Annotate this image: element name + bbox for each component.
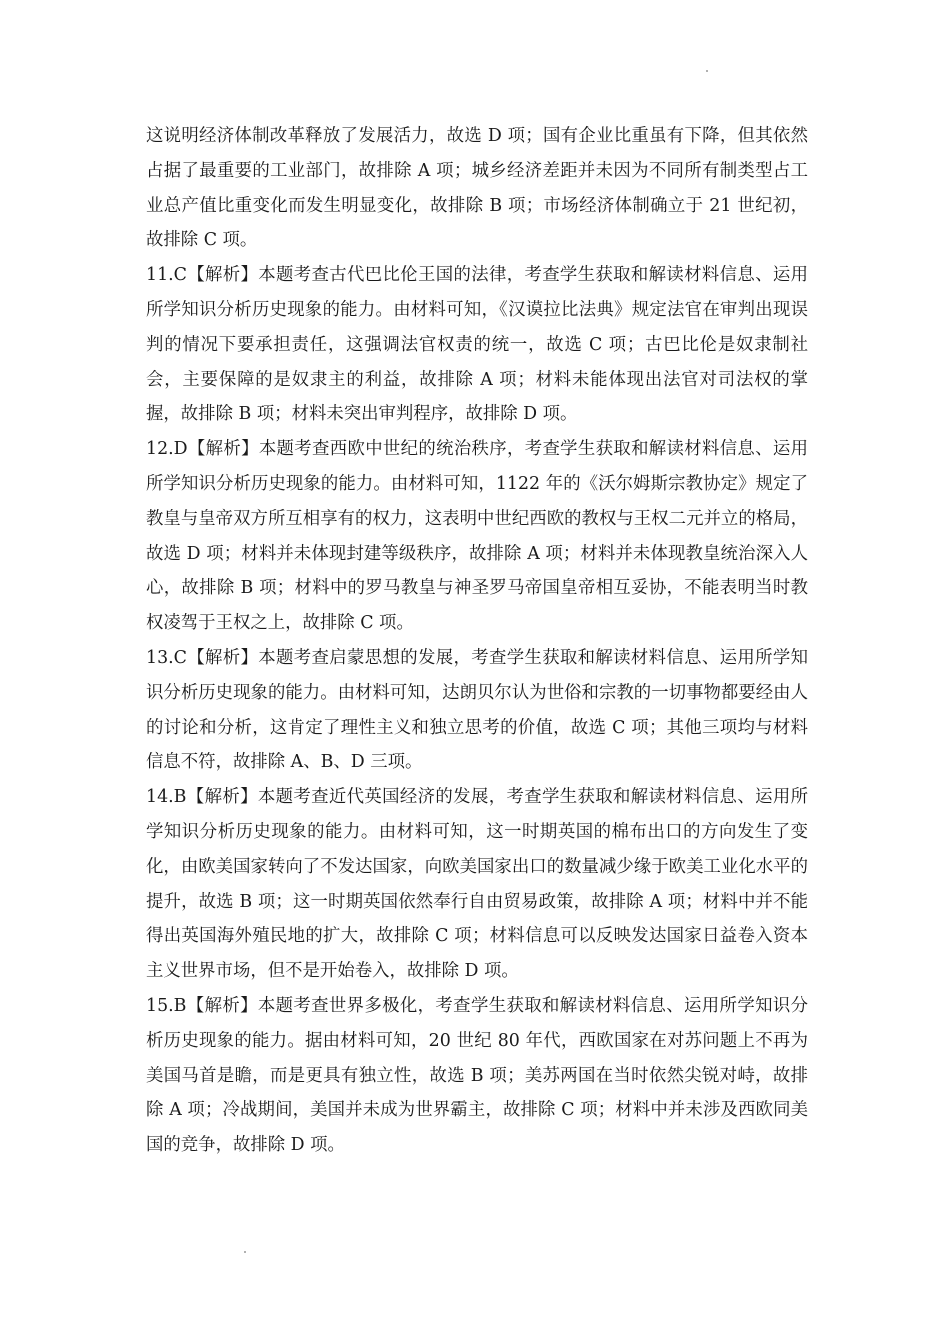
page-mark-top (706, 70, 708, 72)
answer-explanations (146, 119, 808, 1163)
explanation-13: 13.C【解析】本题考查启蒙思想的发展，考查学生获取和解读材料信息、运用所学知识分析历史现象的能力。由材料可知，达朗贝尔认为世俗和宗教的一切事物都要经由人的讨论和分析，这肯定了理性主义和独立思考的价值，故选 C 项；其他三项均与材料信息不符，故排除 A、B、D 三项。 (146, 647, 808, 773)
paragraph-continuation: 这说明经济体制改革释放了发展活力，故选 D 项；国有企业比重虽有下降，但其依然占据了最重要的工业部门，故排除 A 项；城乡经济差距并未因为不同所有制类型占工业总产值比重变化而发生明显变化，故排除 B 项；市场经济体制确立于 21 世纪初，故排除 C 项。 (146, 126, 808, 251)
page-mark-bottom (244, 1251, 246, 1253)
explanation-11: 11.C【解析】本题考查古代巴比伦王国的法律，考查学生获取和解读材料信息、运用所学知识分析历史现象的能力。由材料可知，《汉谟拉比法典》规定法官在审判出现误判的情况下要承担责任，这强调法官权责的统一，故选 C 项；古巴比伦是奴隶制社会，主要保障的是奴隶主的利益，故排除 A 项；材料未能体现出法官对司法权的掌握，故排除 B 项；材料未突出审判程序，故排除 D 项。 (146, 265, 808, 425)
explanation-12: 12.D【解析】本题考查西欧中世纪的统治秩序，考查学生获取和解读材料信息、运用所学知识分析历史现象的能力。由材料可知，1122 年的《沃尔姆斯宗教协定》规定了教皇与皇帝双方所互相享有的权力，这表明中世纪西欧的教权与王权二元并立的格局，故选 D 项；材料并未体现封建等级秩序，故排除 A 项；材料并未体现教皇统治深入人心，故排除 B 项；材料中的罗马教皇与神圣罗马帝国皇帝相互妥协，不能表明当时教权凌驾于王权之上，故排除 C 项。 (146, 439, 808, 634)
explanation-15: 15.B【解析】本题考查世界多极化，考查学生获取和解读材料信息、运用所学知识分析历史现象的能力。据由材料可知，20 世纪 80 年代，西欧国家在对苏问题上不再为美国马首是瞻，而是更具有独立性，故选 B 项；美苏两国在当时依然尖锐对峙，故排除 A 项；冷战期间，美国并未成为世界霸主，故排除 C 项；材料中并未涉及西欧同美国的竞争，故排除 D 项。 (146, 995, 808, 1156)
explanation-14: 14.B【解析】本题考查近代英国经济的发展，考查学生获取和解读材料信息、运用所学知识分析历史现象的能力。由材料可知，这一时期英国的棉布出口的方向发生了变化，由欧美国家转向了不发达国家，向欧美国家出口的数量减少缘于欧美工业化水平的提升，故选 B 项；这一时期英国依然奉行自由贸易政策，故排除 A 项；材料中并不能得出英国海外殖民地的扩大，故排除 C 项；材料信息可以反映发达国家日益卷入资本主义世界市场，但不是开始卷入，故排除 D 项。 (146, 787, 808, 982)
